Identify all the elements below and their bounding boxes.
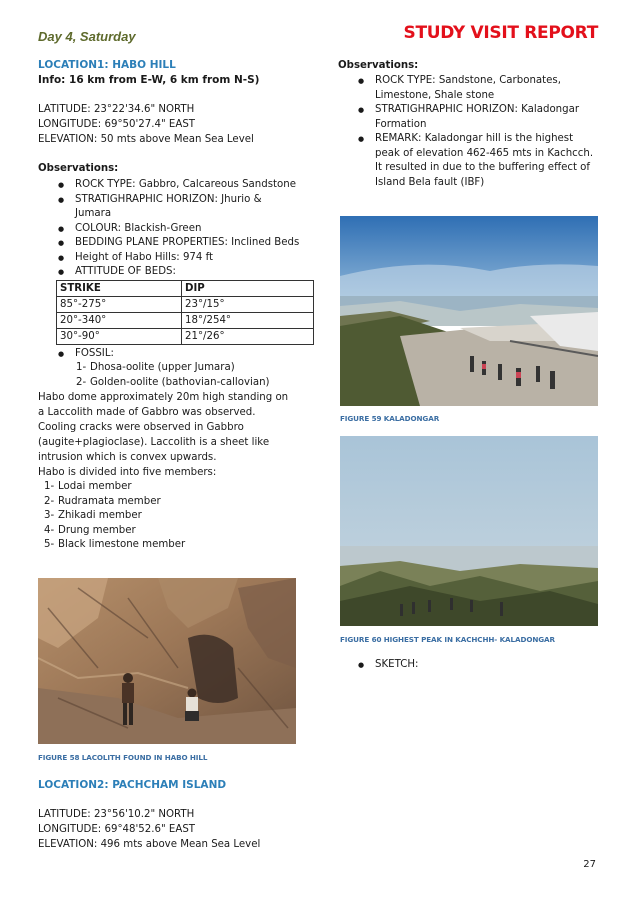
location1-longitude: LONGITUDE: 69°50'27.4" EAST [38,119,196,130]
location1-observations-title: Observations: [38,163,119,174]
table-cell: 23°/15° [182,296,314,312]
figure-58-caption: FIGURE 58 LACOLITH FOUND IN HABO HILL [38,753,208,762]
table-cell: 21°/26° [182,328,314,344]
list-text: Golden-oolite (bathovian-callovian) [90,376,270,388]
list-item [38,509,300,524]
list-item: ● COLOUR: Blackish-Green [38,222,300,237]
sketch-label: ● SKETCH: [338,658,600,673]
table-header-row [57,280,314,296]
list-item: ● ROCK TYPE: Sandstone, Carbonates, Limestone, Shale stone [338,74,600,103]
list-text: Rudramata member [58,495,161,507]
location1-latitude: LATITUDE: 23°22'34.6" NORTH [38,104,195,115]
location2-heading: LOCATION2: PACHCHAM ISLAND [38,779,227,791]
table-cell: 85°-275° [57,296,182,312]
list-number: 2- [76,376,87,388]
list-text: Lodai member [58,481,132,492]
right-observations-list [338,74,600,190]
sketch-list [338,658,600,673]
list-item: ● ROCK TYPE: Gabbro, Calcareous Sandstone [38,178,300,193]
table-cell: 18°/254° [182,312,314,328]
figure-60-caption: FIGURE 60 HIGHEST PEAK IN KACHCHH- KALADONGAR [340,635,555,644]
location2-longitude: LONGITUDE: 69°48'52.6" EAST [38,824,196,835]
members-list [38,480,300,553]
members-intro: Habo is divided into five members: [38,467,217,478]
list-text: Drung member [58,524,136,536]
laccolith-photo-image [38,578,296,744]
day-title: Day 4, Saturday [38,29,136,44]
location1-observations-list [38,178,300,280]
list-item: ● BEDDING PLANE PROPERTIES: Inclined Beds [38,236,300,251]
list-item: ● STRATIGHRAPHIC HORIZON: Kaladongar Formation [338,103,600,132]
list-number: 4- [44,524,55,536]
table-row [57,328,314,344]
list-text: Zhikadi member [58,510,142,521]
table-row [57,296,314,312]
fossil-list [38,347,300,362]
right-column [338,58,600,190]
list-number: 1- [76,362,87,373]
list-item: ● Height of Habo Hills: 974 ft [38,251,300,266]
page-number: 27 [583,859,596,870]
figure-58-photo [38,578,296,744]
fossil-items [38,361,300,390]
column-header-dip: DIP [182,280,314,296]
highest-peak-photo-image [340,436,598,626]
list-item: ● FOSSIL: [38,347,300,362]
list-number: 2- [44,495,55,507]
location1-heading: LOCATION1: HABO HILL [38,59,176,71]
list-text: Black limestone member [58,539,186,550]
list-text: Dhosa-oolite (upper Jumara) [90,362,235,373]
table-cell: 20°-340° [57,312,182,328]
list-item: ● REMARK: Kaladongar hill is the highest peak of elevation 462-465 mts in Kachcch. It resulted in due to the buffering effect of Island Bela fault (IBF) [338,132,600,190]
report-title: STUDY VISIT REPORT [403,23,598,43]
location2-latitude: LATITUDE: 23°56'10.2" NORTH [38,809,195,820]
table-row [57,312,314,328]
list-number: 3- [44,510,55,521]
list-item: ● ATTITUDE OF BEDS: [38,265,300,280]
kaladongar-photo-image [340,216,598,406]
left-column [38,58,300,553]
list-number: 5- [44,539,55,550]
habo-paragraph: Habo dome approximately 20m high standing on a Laccolith made of Gabbro was observed. Cooling cracks were observed in Gabbro (augite+plagioclase). Laccolith is a sheet like intrusion which is convex upwards. [38,392,289,463]
location1-info: Info: 16 km from E-W, 6 km from N-S) [38,74,260,86]
list-item [38,361,300,376]
list-item [38,524,300,539]
right-observations-title: Observations: [338,60,419,71]
list-item [38,480,300,495]
list-item [38,495,300,510]
location1-elevation: ELEVATION: 50 mts above Mean Sea Level [38,134,254,145]
list-item [38,376,300,391]
figure-59-caption: FIGURE 59 KALADONGAR [340,414,440,423]
location2-elevation: ELEVATION: 496 mts above Mean Sea Level [38,839,261,850]
column-header-strike: STRIKE [57,280,182,296]
table-cell: 30°-90° [57,328,182,344]
location2-section [38,778,300,852]
figure-59-photo [340,216,598,406]
list-number: 1- [44,481,55,492]
attitude-of-beds-table [56,280,314,345]
figure-60-photo [340,436,598,626]
list-item [38,538,300,553]
list-item: ● STRATIGHRAPHIC HORIZON: Jhurio & Jumara [38,193,300,222]
